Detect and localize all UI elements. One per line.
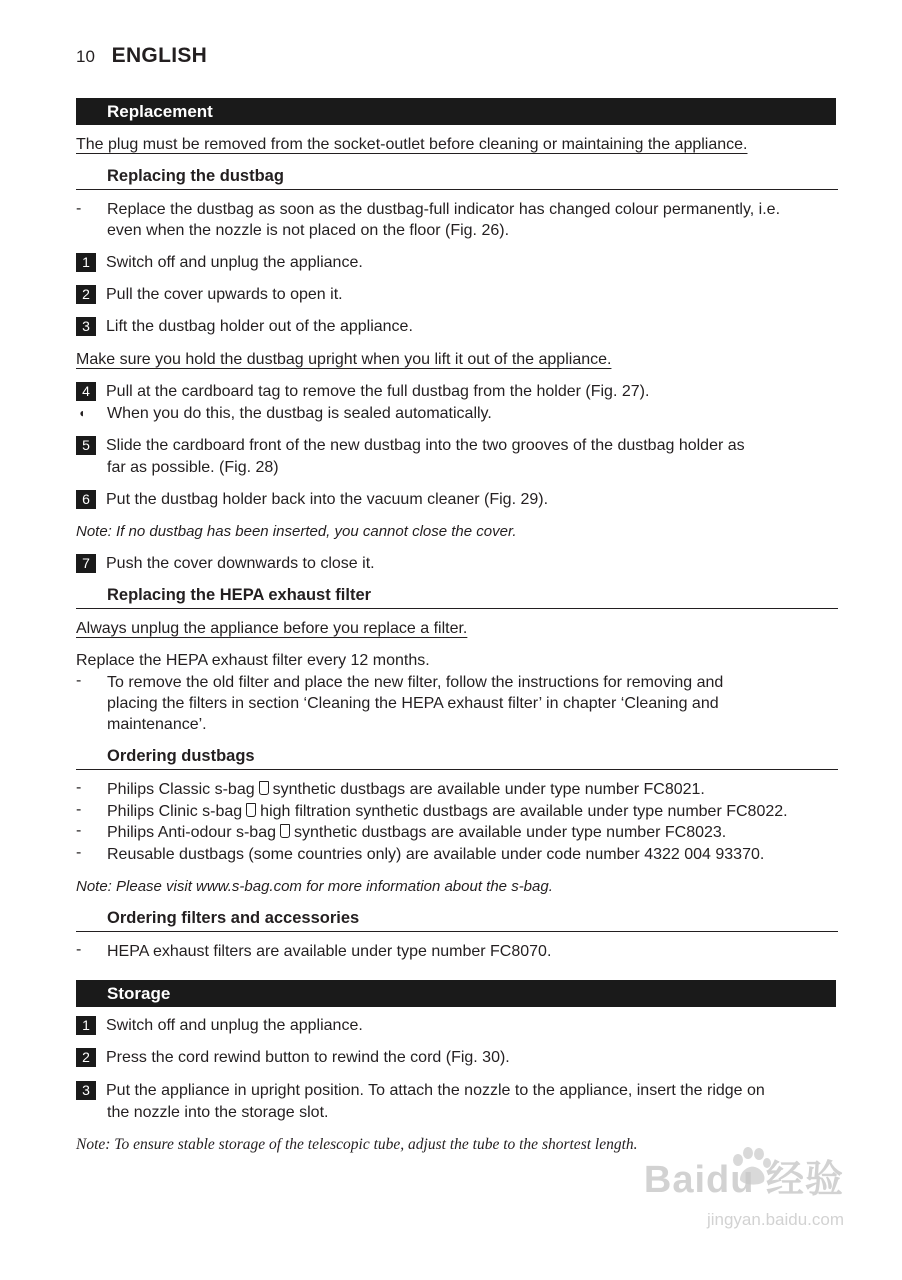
storage-step-2 bbox=[76, 1047, 510, 1069]
result-arrow-icon: ◖ bbox=[78, 406, 86, 420]
storage-step-3-cont: the nozzle into the storage slot. bbox=[107, 1104, 329, 1121]
dustbag-step-1 bbox=[76, 252, 363, 274]
subhead-replacing-dustbag: Replacing the dustbag bbox=[76, 166, 838, 190]
dustbag-step-2 bbox=[76, 284, 343, 306]
section-title-replacement: Replacement bbox=[76, 98, 836, 125]
page-number: 10 bbox=[76, 47, 95, 66]
step-number: 7 bbox=[76, 554, 96, 573]
dustbag-note: Note: If no dustbag has been inserted, you cannot close the cover. bbox=[76, 523, 517, 540]
step-number: 1 bbox=[76, 1016, 96, 1035]
step-number: 3 bbox=[76, 317, 96, 336]
product-name: Philips Clinic s-bag bbox=[107, 803, 243, 820]
step-text: Press the cord rewind button to rewind the cord (Fig. 30). bbox=[106, 1049, 510, 1066]
section-title-storage: Storage bbox=[76, 980, 836, 1007]
product-desc: synthetic dustbags are available under type number FC8021. bbox=[272, 781, 705, 798]
step-number: 1 bbox=[76, 253, 96, 272]
hepa-caution: Always unplug the appliance before you replace a filter. bbox=[76, 620, 468, 637]
storage-note: Note: To ensure stable storage of the telescopic tube, adjust the tube to the shortest length. bbox=[76, 1136, 638, 1153]
dustbag-step-7 bbox=[76, 553, 375, 575]
dustbag-intro-line2: even when the nozzle is not placed on the floor (Fig. 26). bbox=[107, 222, 510, 239]
step-number: 6 bbox=[76, 490, 96, 509]
product-desc: synthetic dustbags are available under type number FC8023. bbox=[293, 824, 727, 841]
dustbag-step-4 bbox=[76, 381, 649, 403]
subhead-ordering-filters: Ordering filters and accessories bbox=[76, 908, 838, 932]
dustbag-step-5 bbox=[76, 435, 745, 457]
bullet-dash: - bbox=[76, 672, 82, 689]
bullet-dash: - bbox=[76, 941, 82, 958]
reusable-dustbags: Reusable dustbags (some countries only) are available under code number 4322 004 93370. bbox=[107, 846, 765, 863]
bullet-dash: - bbox=[76, 801, 82, 818]
dustbag-order-item-1 bbox=[107, 779, 705, 801]
hepa-bullet-line2: placing the filters in section ‘Cleaning the HEPA exhaust filter’ in chapter ‘Cleaning and bbox=[107, 695, 719, 712]
step-text: Pull the cover upwards to open it. bbox=[106, 286, 343, 303]
step-text: Switch off and unplug the appliance. bbox=[106, 254, 363, 271]
hepa-filter-order: HEPA exhaust filters are available under type number FC8070. bbox=[107, 943, 552, 960]
step-text: Put the appliance in upright position. To attach the nozzle to the appliance, insert the ridge on bbox=[106, 1082, 765, 1099]
dustbag-order-item-3 bbox=[107, 822, 726, 844]
watermark-url: jingyan.baidu.com bbox=[706, 1210, 844, 1229]
sealed-result: When you do this, the dustbag is sealed automatically. bbox=[107, 405, 492, 422]
step-number: 4 bbox=[76, 382, 96, 401]
step-number: 5 bbox=[76, 436, 96, 455]
s-bag-icon bbox=[246, 803, 256, 817]
product-name: Philips Anti-odour s-bag bbox=[107, 824, 276, 841]
step-text: Push the cover downwards to close it. bbox=[106, 555, 375, 572]
s-bag-icon bbox=[259, 781, 269, 795]
dustbag-intro-line1: Replace the dustbag as soon as the dustbag-full indicator has changed colour permanently, i.e. bbox=[107, 201, 781, 218]
step-number: 2 bbox=[76, 1048, 96, 1067]
subhead-replacing-hepa: Replacing the HEPA exhaust filter bbox=[76, 585, 838, 609]
bullet-dash: - bbox=[76, 844, 82, 861]
watermark-brand: Baidu 经验 bbox=[643, 1159, 844, 1201]
bullet-dash: - bbox=[76, 200, 82, 217]
storage-step-3 bbox=[76, 1080, 765, 1102]
dustbag-step-3 bbox=[76, 316, 413, 338]
dustbag-step-5-cont: far as possible. (Fig. 28) bbox=[107, 459, 279, 476]
dustbag-step-6 bbox=[76, 489, 548, 511]
page-header bbox=[76, 44, 207, 68]
step-number: 3 bbox=[76, 1081, 96, 1100]
s-bag-icon bbox=[280, 824, 290, 838]
step-text: Switch off and unplug the appliance. bbox=[106, 1017, 363, 1034]
bullet-dash: - bbox=[76, 779, 82, 796]
product-name: Philips Classic s-bag bbox=[107, 781, 255, 798]
subhead-ordering-dustbags: Ordering dustbags bbox=[76, 746, 838, 770]
hepa-interval: Replace the HEPA exhaust filter every 12 months. bbox=[76, 652, 430, 669]
step-text: Lift the dustbag holder out of the appliance. bbox=[106, 318, 413, 335]
step-number: 2 bbox=[76, 285, 96, 304]
hepa-bullet-line1: To remove the old filter and place the new filter, follow the instructions for removing and bbox=[107, 674, 724, 691]
hepa-bullet-line3: maintenance’. bbox=[107, 716, 207, 733]
s-bag-note: Note: Please visit www.s-bag.com for more information about the s-bag. bbox=[76, 878, 553, 895]
product-desc: high filtration synthetic dustbags are available under type number FC8022. bbox=[260, 803, 788, 820]
upright-caution: Make sure you hold the dustbag upright when you lift it out of the appliance. bbox=[76, 351, 612, 368]
step-text: Pull at the cardboard tag to remove the full dustbag from the holder (Fig. 27). bbox=[106, 383, 650, 400]
bullet-dash: - bbox=[76, 822, 82, 839]
step-text: Put the dustbag holder back into the vacuum cleaner (Fig. 29). bbox=[106, 491, 549, 508]
unplug-warning: The plug must be removed from the socket-outlet before cleaning or maintaining the appliance. bbox=[76, 136, 748, 153]
language-heading: ENGLISH bbox=[111, 44, 208, 67]
storage-step-1 bbox=[76, 1015, 363, 1037]
step-text: Slide the cardboard front of the new dustbag into the two grooves of the dustbag holder as bbox=[106, 437, 745, 454]
dustbag-order-item-2 bbox=[107, 801, 788, 823]
